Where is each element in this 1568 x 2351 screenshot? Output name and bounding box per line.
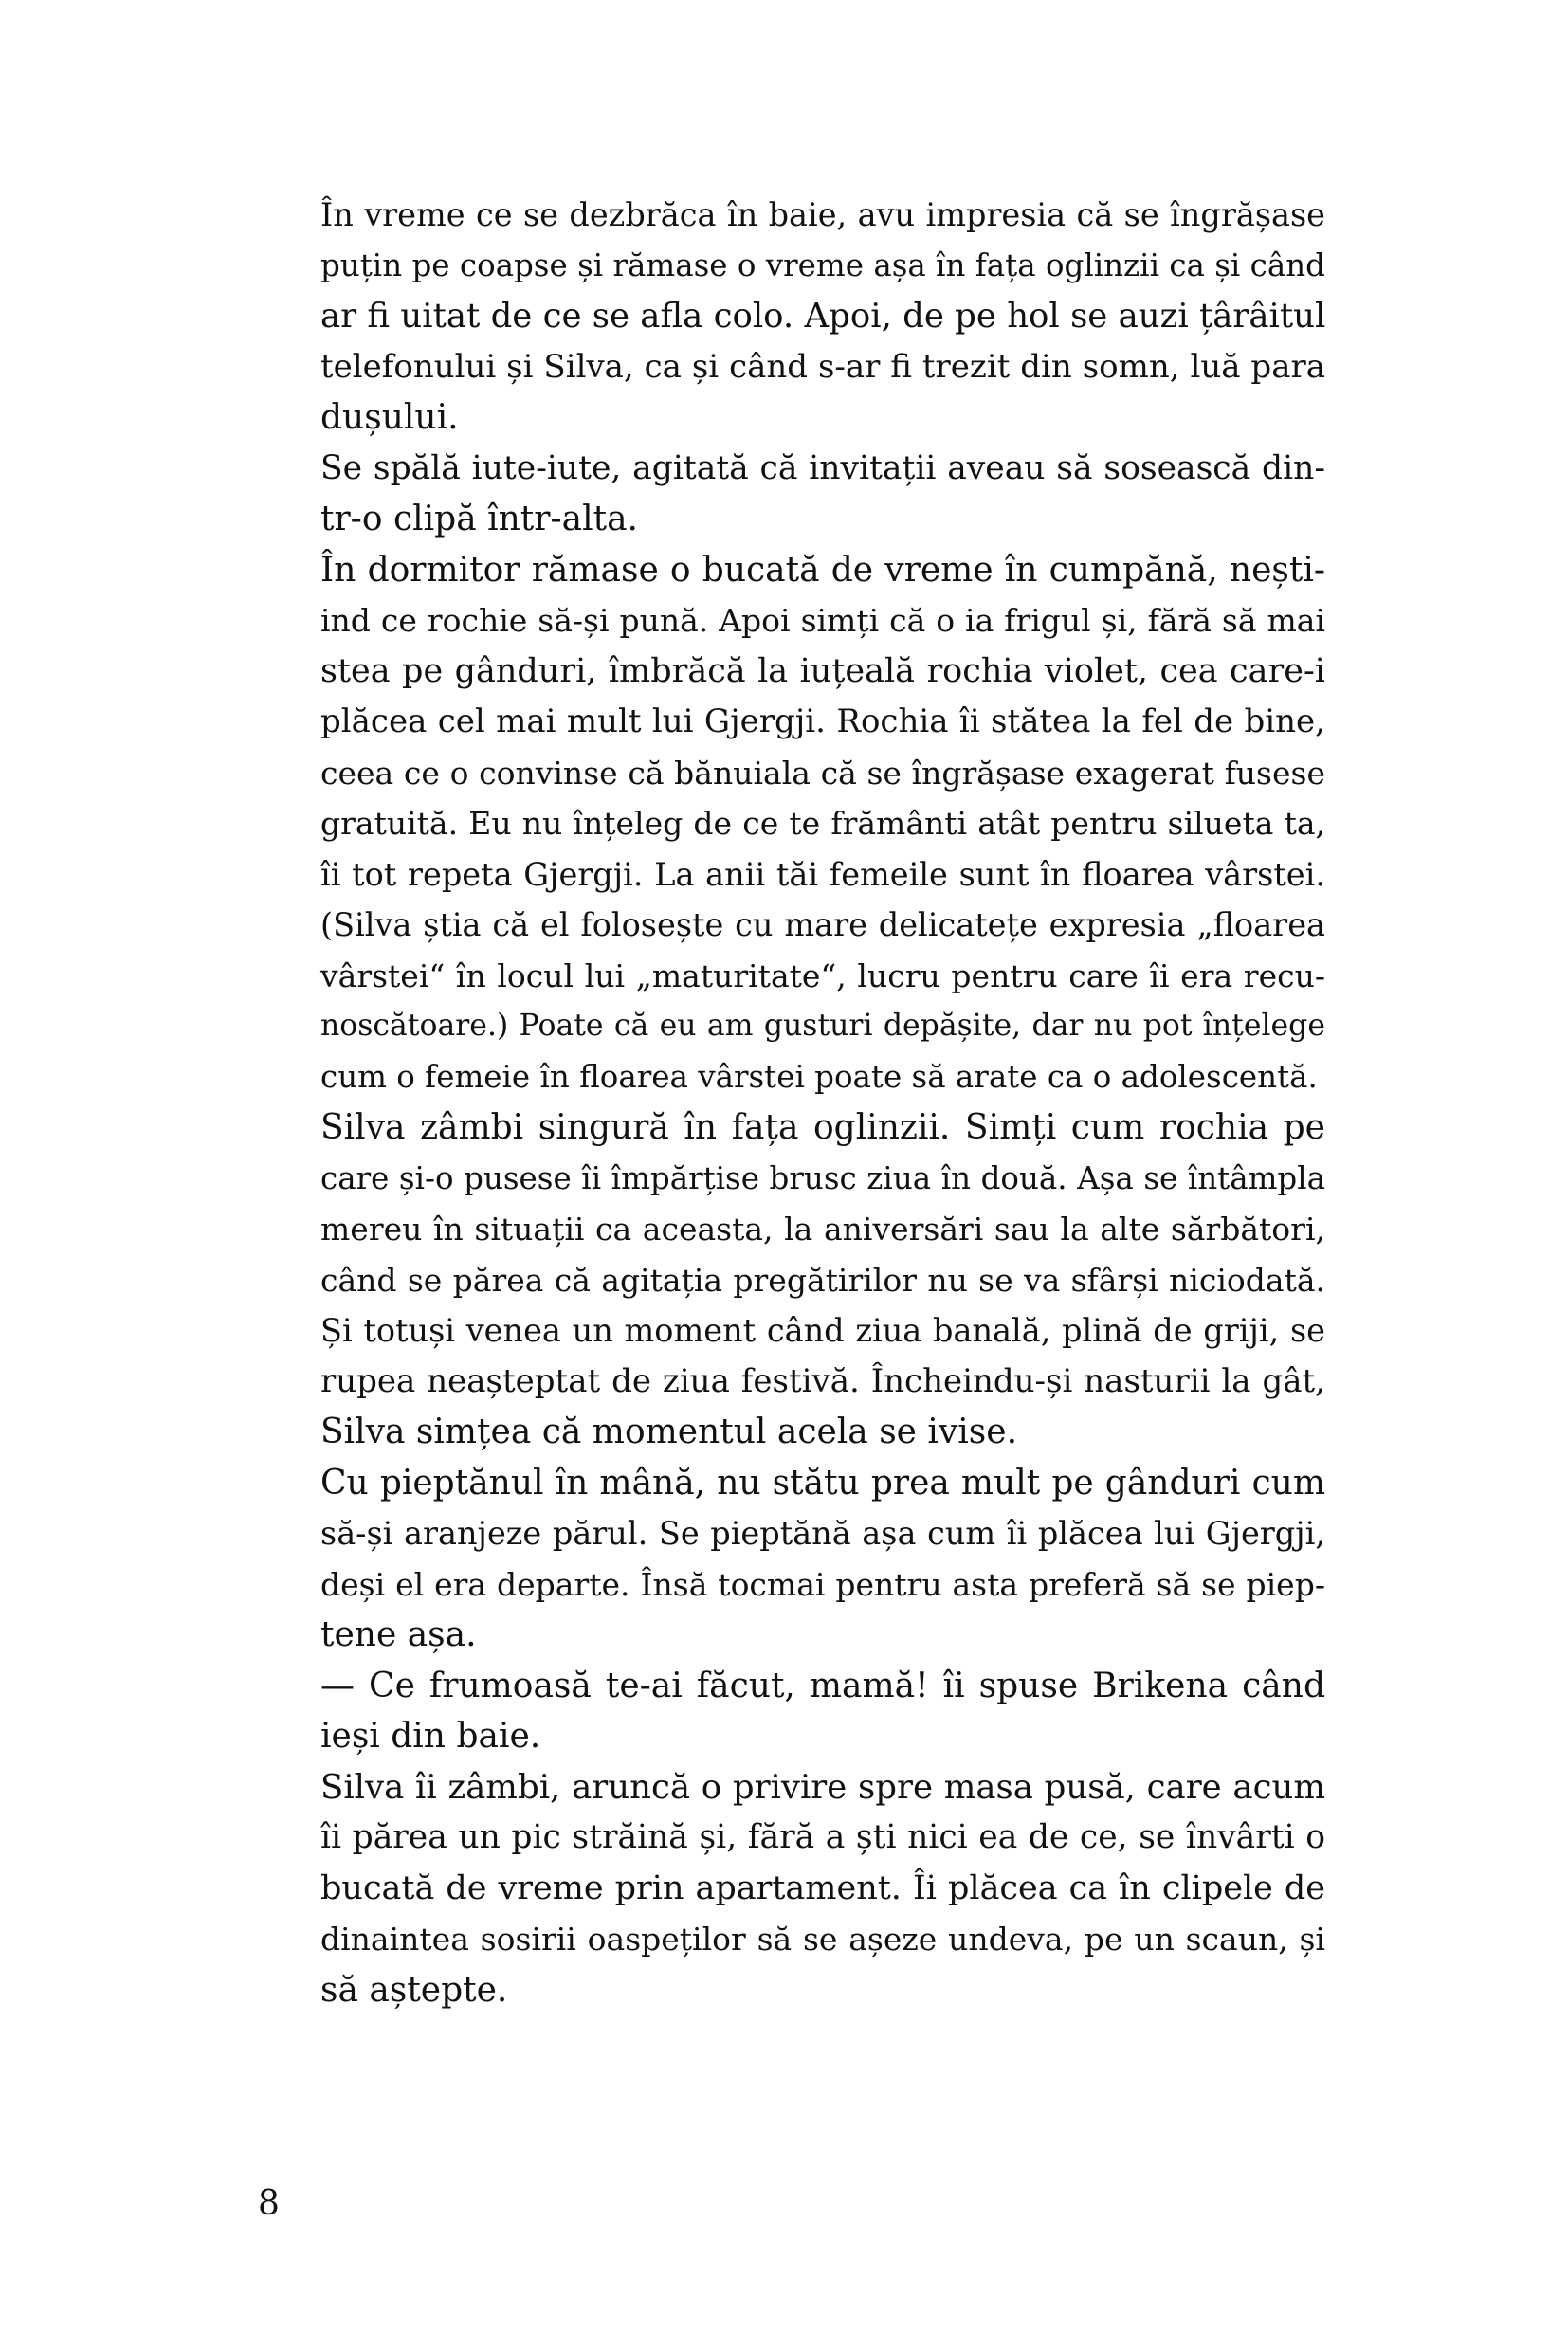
- text-line: când se părea că agitația pregătirilor nu se va sfârși niciodată.: [320, 1261, 1325, 1299]
- text-line: Silva îi zâmbi, aruncă o privire spre masa pusă, care acum: [320, 1767, 1325, 1807]
- text-line: Silva simțea că momentul acela se ivise.: [320, 1412, 1018, 1451]
- text-line: îi tot repeta Gjergji. La anii tăi femeile sunt în floarea vârstei.: [320, 855, 1325, 893]
- text-line: cum o femeie în floarea vârstei poate să arate ca o adolescentă.: [320, 1058, 1318, 1095]
- text-line: Cu pieptănul în mână, nu stătu prea mult pe gânduri cum: [320, 1463, 1325, 1503]
- text-line: ieși din baie.: [320, 1717, 541, 1756]
- text-line: Silva zâmbi singură în fața oglinzii. Simți cum rochia pe: [320, 1108, 1325, 1147]
- text-line: ar fi uitat de ce se afla colo. Apoi, de pe hol se auzi țârâitul: [320, 297, 1326, 336]
- text-line: — Ce frumoasă te-ai făcut, mamă! îi spuse Brikena când: [320, 1666, 1325, 1705]
- text-line: bucată de vreme prin apartament. Îi plăcea ca în clipele de: [320, 1868, 1325, 1907]
- text-line: plăcea cel mai mult lui Gjergji. Rochia îi stătea la fel de bine,: [320, 702, 1325, 740]
- text-line: îi părea un pic străină și, fără a ști nici ea de ce, se învârti o: [320, 1818, 1325, 1856]
- text-line: vârstei“ în locul lui „maturitate“, lucru pentru care îi era recu-: [320, 957, 1325, 994]
- text-line: ind ce rochie să-și pună. Apoi simți că o ia frigul și, fără să mai: [320, 602, 1325, 639]
- page-number: 8: [258, 2184, 280, 2223]
- text-line: deși el era departe. Însă tocmai pentru asta preferă să se piep-: [320, 1565, 1325, 1603]
- text-line: tene așa.: [320, 1615, 477, 1654]
- text-line: puțin pe coapse și rămase o vreme așa în fața oglinzii ca și când: [320, 246, 1325, 283]
- text-line: dinaintea sosirii oaspeților să se așeze undeva, pe un scaun, și: [320, 1921, 1325, 1958]
- text-line: În dormitor rămase o bucată de vreme în cumpănă, nești-: [320, 550, 1325, 590]
- text-line: noscătoare.) Poate că eu am gusturi depășite, dar nu pot înțelege: [320, 1009, 1325, 1043]
- text-line: (Silva știa că el folosește cu mare delicatețe expresia „floarea: [320, 906, 1325, 943]
- text-line: gratuită. Eu nu înțeleg de ce te frământi atât pentru silueta ta,: [320, 805, 1325, 842]
- text-line: ceea ce o convinse că bănuiala că se îngrășase exagerat fusese: [320, 754, 1325, 792]
- text-line: să-și aranjeze părul. Se pieptănă așa cum îi plăcea lui Gjergji,: [320, 1515, 1325, 1552]
- text-line: rupea neașteptat de ziua festivă. Încheindu-și nasturii la gât,: [320, 1361, 1325, 1400]
- text-line: Și totuși venea un moment când ziua banală, plină de griji, se: [320, 1312, 1325, 1349]
- text-line: tr-o clipă într-alta.: [320, 500, 638, 538]
- text-line: telefonului și Silva, ca și când s-ar fi trezit din somn, luă para: [320, 347, 1325, 386]
- text-line: să aștepte.: [320, 1970, 508, 2010]
- text-line: stea pe gânduri, îmbrăcă la iuțeală rochia violet, cea care-i: [320, 651, 1325, 690]
- text-line: care și-o pusese îi împărțise brusc ziua în două. Așa se întâmpla: [320, 1159, 1325, 1196]
- text-line: dușului.: [320, 398, 459, 437]
- text-line: Se spălă iute-iute, agitată că invitații aveau să sosească din-: [320, 448, 1325, 487]
- body-text: [320, 190, 1325, 2015]
- text-line: În vreme ce se dezbrăca în baie, avu impresia că se îngrășase: [320, 196, 1325, 233]
- text-line: mereu în situații ca aceasta, la aniversări sau la alte sărbători,: [320, 1211, 1325, 1248]
